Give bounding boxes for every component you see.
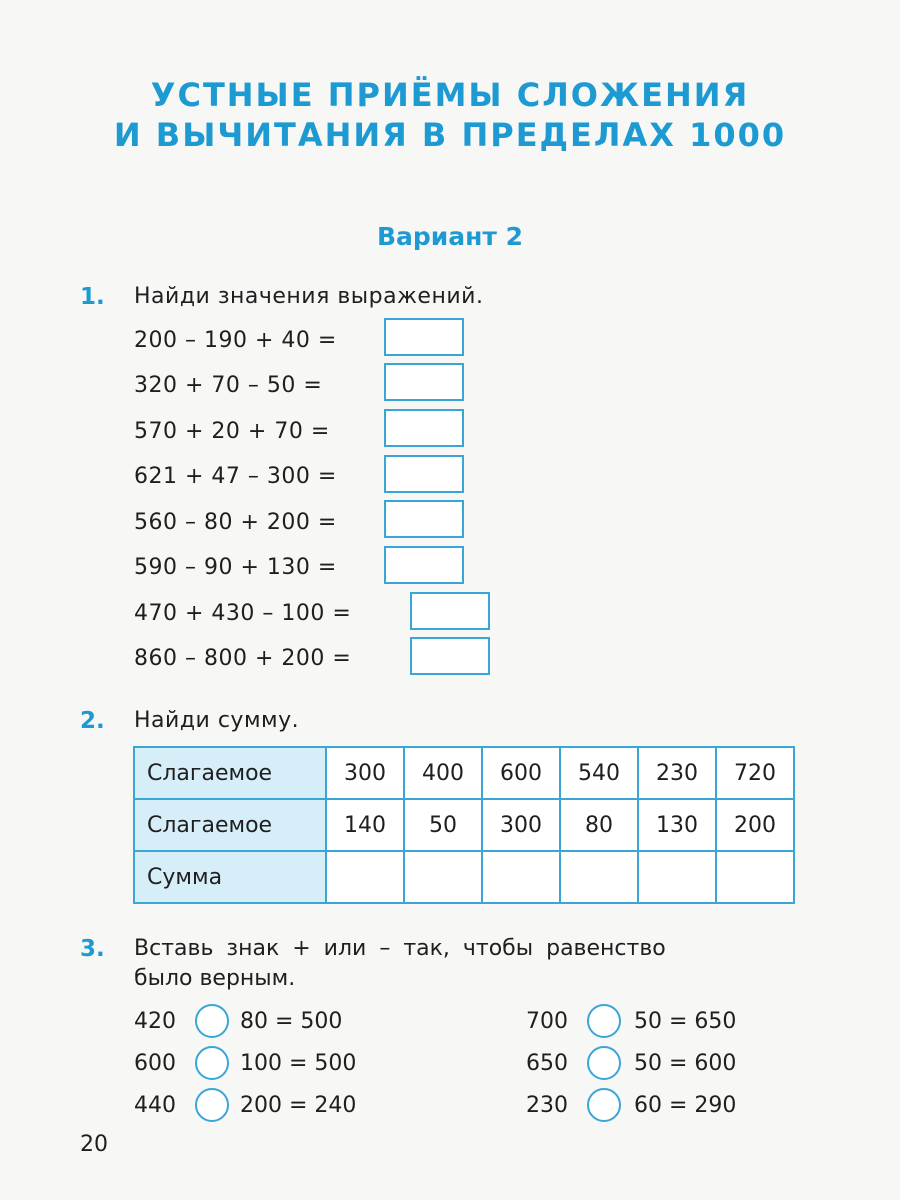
- answer-cell[interactable]: [326, 851, 404, 903]
- expression: 621 + 47 – 300 =: [134, 464, 337, 489]
- equation-left-operand: 700: [526, 1009, 568, 1034]
- table-cell: 50: [404, 799, 482, 851]
- table-cell: 230: [638, 747, 716, 799]
- answer-box[interactable]: [410, 592, 490, 630]
- equation-left-operand: 440: [134, 1093, 176, 1118]
- table-cell: 600: [482, 747, 560, 799]
- equation-left-operand: 420: [134, 1009, 176, 1034]
- sign-circle[interactable]: [195, 1004, 229, 1038]
- table-cell: 720: [716, 747, 794, 799]
- task-1-number: 1.: [80, 284, 105, 310]
- answer-box[interactable]: [384, 409, 464, 447]
- task-3-number: 3.: [80, 936, 105, 962]
- table-cell: 300: [326, 747, 404, 799]
- table-cell: 80: [560, 799, 638, 851]
- answer-box[interactable]: [384, 363, 464, 401]
- answer-box[interactable]: [410, 637, 490, 675]
- expression: 590 – 90 + 130 =: [134, 555, 337, 580]
- sign-circle[interactable]: [195, 1046, 229, 1080]
- row-label: Слагаемое: [134, 747, 326, 799]
- task-3-text-line-1: Вставь знак + или – так, чтобы равенство: [134, 936, 666, 961]
- answer-box[interactable]: [384, 546, 464, 584]
- row-label: Слагаемое: [134, 799, 326, 851]
- equation-left-operand: 230: [526, 1093, 568, 1118]
- sign-circle[interactable]: [195, 1088, 229, 1122]
- answer-cell[interactable]: [560, 851, 638, 903]
- table-cell: 140: [326, 799, 404, 851]
- equation-right-part: 60 = 290: [634, 1093, 737, 1118]
- task-3-text-line-2: было верным.: [134, 966, 296, 991]
- answer-box[interactable]: [384, 500, 464, 538]
- page-number: 20: [80, 1132, 108, 1157]
- answer-cell[interactable]: [716, 851, 794, 903]
- answer-box[interactable]: [384, 455, 464, 493]
- task-1-text: Найди значения выражений.: [134, 284, 484, 309]
- expression: 860 – 800 + 200 =: [134, 646, 352, 671]
- answer-cell[interactable]: [638, 851, 716, 903]
- expression: 570 + 20 + 70 =: [134, 419, 330, 444]
- equation-right-part: 50 = 600: [634, 1051, 737, 1076]
- answer-cell[interactable]: [482, 851, 560, 903]
- sum-table: [133, 746, 795, 904]
- row-label: Сумма: [134, 851, 326, 903]
- sign-circle[interactable]: [587, 1046, 621, 1080]
- equation-right-part: 80 = 500: [240, 1009, 343, 1034]
- table-cell: 540: [560, 747, 638, 799]
- table-row: [134, 851, 794, 903]
- table-row: [134, 747, 794, 799]
- sign-circle[interactable]: [587, 1088, 621, 1122]
- table-cell: 300: [482, 799, 560, 851]
- equation-left-operand: 650: [526, 1051, 568, 1076]
- equation-right-part: 200 = 240: [240, 1093, 357, 1118]
- equation-right-part: 100 = 500: [240, 1051, 357, 1076]
- sign-circle[interactable]: [587, 1004, 621, 1038]
- table-cell: 130: [638, 799, 716, 851]
- task-2-number: 2.: [80, 708, 105, 734]
- expression: 470 + 430 – 100 =: [134, 601, 352, 626]
- page-title-line-2: И ВЫЧИТАНИЯ В ПРЕДЕЛАХ 1000: [113, 116, 787, 154]
- equation-right-part: 50 = 650: [634, 1009, 737, 1034]
- answer-box[interactable]: [384, 318, 464, 356]
- expression: 560 – 80 + 200 =: [134, 510, 337, 535]
- variant-heading: Вариант 2: [376, 222, 524, 251]
- expression: 320 + 70 – 50 =: [134, 373, 323, 398]
- page-title-line-1: УСТНЫЕ ПРИЁМЫ СЛОЖЕНИЯ: [150, 76, 750, 114]
- answer-cell[interactable]: [404, 851, 482, 903]
- expression: 200 – 190 + 40 =: [134, 328, 337, 353]
- table-cell: 400: [404, 747, 482, 799]
- table-cell: 200: [716, 799, 794, 851]
- table-row: [134, 799, 794, 851]
- equation-left-operand: 600: [134, 1051, 176, 1076]
- task-2-text: Найди сумму.: [134, 708, 300, 733]
